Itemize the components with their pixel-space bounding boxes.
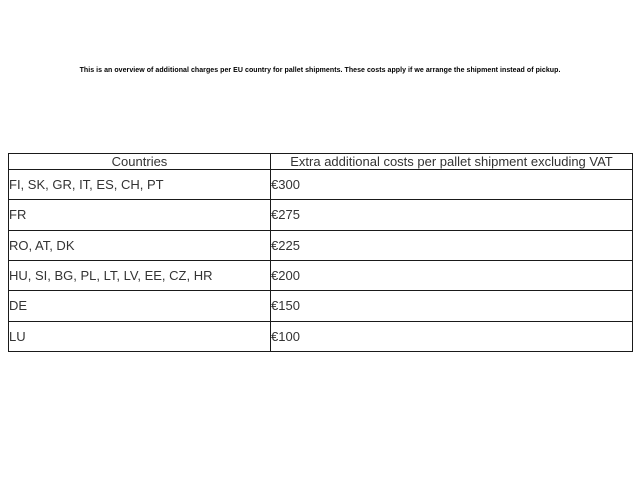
- caption-text: This is an overview of additional charges per EU country for pallet shipments. These costs apply if we arrange the shipment instead of pickup.: [79, 67, 561, 74]
- countries-cell: DE: [9, 291, 271, 321]
- countries-cell: FI, SK, GR, IT, ES, CH, PT: [9, 170, 271, 200]
- column-header-countries: Countries: [9, 154, 271, 170]
- table-row: [9, 321, 633, 351]
- cost-cell: €200: [271, 260, 633, 290]
- table-row: [9, 260, 633, 290]
- column-header-costs: Extra additional costs per pallet shipment excluding VAT: [271, 154, 633, 170]
- table-row: [9, 230, 633, 260]
- countries-cell: LU: [9, 321, 271, 351]
- table-row: [9, 200, 633, 230]
- cost-cell: €150: [271, 291, 633, 321]
- table-header-row: [9, 154, 633, 170]
- cost-cell: €225: [271, 230, 633, 260]
- table-row: [9, 291, 633, 321]
- cost-cell: €100: [271, 321, 633, 351]
- charges-table: [8, 153, 633, 352]
- countries-cell: FR: [9, 200, 271, 230]
- cost-cell: €275: [271, 200, 633, 230]
- countries-cell: HU, SI, BG, PL, LT, LV, EE, CZ, HR: [9, 260, 271, 290]
- countries-cell: RO, AT, DK: [9, 230, 271, 260]
- cost-cell: €300: [271, 170, 633, 200]
- table-row: [9, 170, 633, 200]
